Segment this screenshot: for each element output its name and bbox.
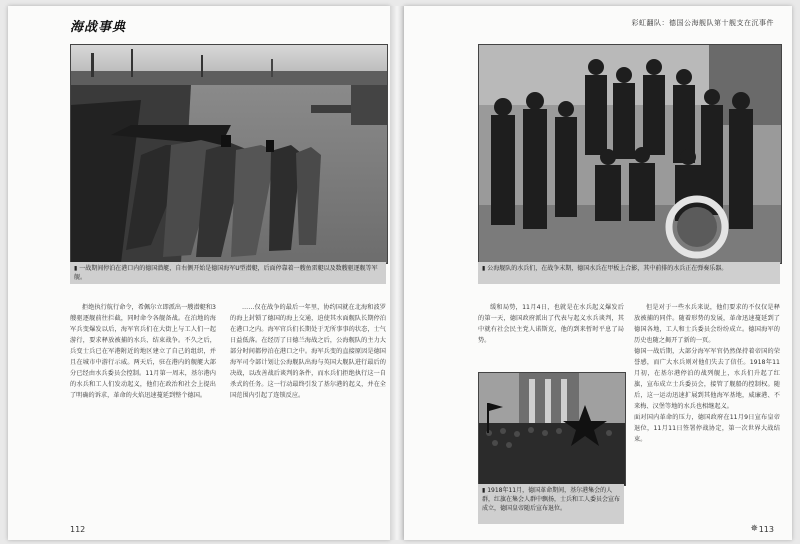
revolution-rally-photo <box>478 372 626 486</box>
page-number-left: 112 <box>70 525 86 534</box>
right-column-1: 缓和局势，11月4日，也就是在水兵起义爆发后的第一天，德国政府派出了代表与起义水兵谈判，其中就有社会民主党人诺斯克，他的到来暂时平息了局势。 <box>478 304 624 344</box>
running-head: 彩虹翻队：德国公海舰队第十舰支在沉事件 <box>631 19 774 27</box>
book-gutter <box>390 6 404 540</box>
right-page <box>404 6 792 540</box>
ship-wheel-icon: ✵ <box>750 524 758 534</box>
harbor-photo-caption: ▮ 一战期间停泊在港口内的德国潜艇，自右侧开始是德国海军U型潜艇，后面停靠着一艘鱼雷艇以及数艘驱逐舰等军舰。 <box>70 262 386 284</box>
left-column-1: 拒绝执行航行命令，希佩尔立即派出一艘潜艇和3艘驱逐舰前往拦截，同时命令各舰备战。在泊地的海军兵变爆发以后，海军官兵们在大街上与工人们一起游行，要求释放被捕的水兵、结束战争。不久之后，兵变士兵已在军港附近的地区建立了自己的组织，并且在城市中游行示威。两天后，驻在港内的舰艇大部分已经由水兵委员会控制。11月第一周末，基尔港内的水兵和工人们发动起义，他们在政治和社会上提出了明确的诉求，革命的火焰迅速蔓延到整个德国。 <box>70 304 216 399</box>
magazine-brand: 海战事典 <box>70 20 127 35</box>
rally-photo-caption: ▮ 1918年11月，德国革命期间，基尔港集会的人群，红旗在集会人群中飘扬，士兵和工人委员会宣布成立，德国皇帝随后宣布退位。 <box>478 484 624 524</box>
harbor-submarines-photo <box>70 44 388 264</box>
page-number-right: 113 <box>758 525 774 534</box>
left-column-2: ……仅在战争的最后一年里，协约国就在北海和波罗的海上封锁了德国的海上交通，迫使其水面舰队长期停泊在港口之内。海军官兵们长期处于无所事事的状态，士气日益低落。在经历了日德兰海战之后，公海舰队的主力大部分时间都停泊在港口之中。海军兵变的直接原因是德国海军司令部计划让公海舰队出海与英国大舰队进行最后的决战，以改善战后谈判的条件，而水兵们拒绝执行这一自杀式的任务。这一行动最终引发了基尔港的起义，并在全国范围内引起了连锁反应。 <box>230 304 386 399</box>
sailors-group-photo <box>478 44 782 264</box>
left-page <box>8 6 390 540</box>
right-column-2: 但是对于一些水兵来说，他们要求的不仅仅是释放被捕的同伴。随着形势的发展，革命迅速蔓延到了德国各地，工人和士兵委员会纷纷成立。德国海军的历史也随之揭开了新的一页。 德国一战后期，大部分海军军官仍然保持着帝国的荣誉感，而广大水兵则对他们失去了信任。1918年11月初，在基尔港停泊的战列舰上，水兵们升起了红旗，宣布成立士兵委员会，接管了舰船的控制权。随后，这一运动迅速扩展到其他海军基地，威廉港、不来梅、汉堡等地的水兵也相继起义。 面对国内革命的压力，德国政府在11月9日宣布皇帝退位，11月11日签署停战协定，第一次世界大战结束。 <box>634 304 780 443</box>
sailors-photo-caption: ▮ 公海舰队的水兵们，在战争末期，德国水兵在甲板上合影，其中前排的水兵正在弹奏乐器。 <box>478 262 780 284</box>
